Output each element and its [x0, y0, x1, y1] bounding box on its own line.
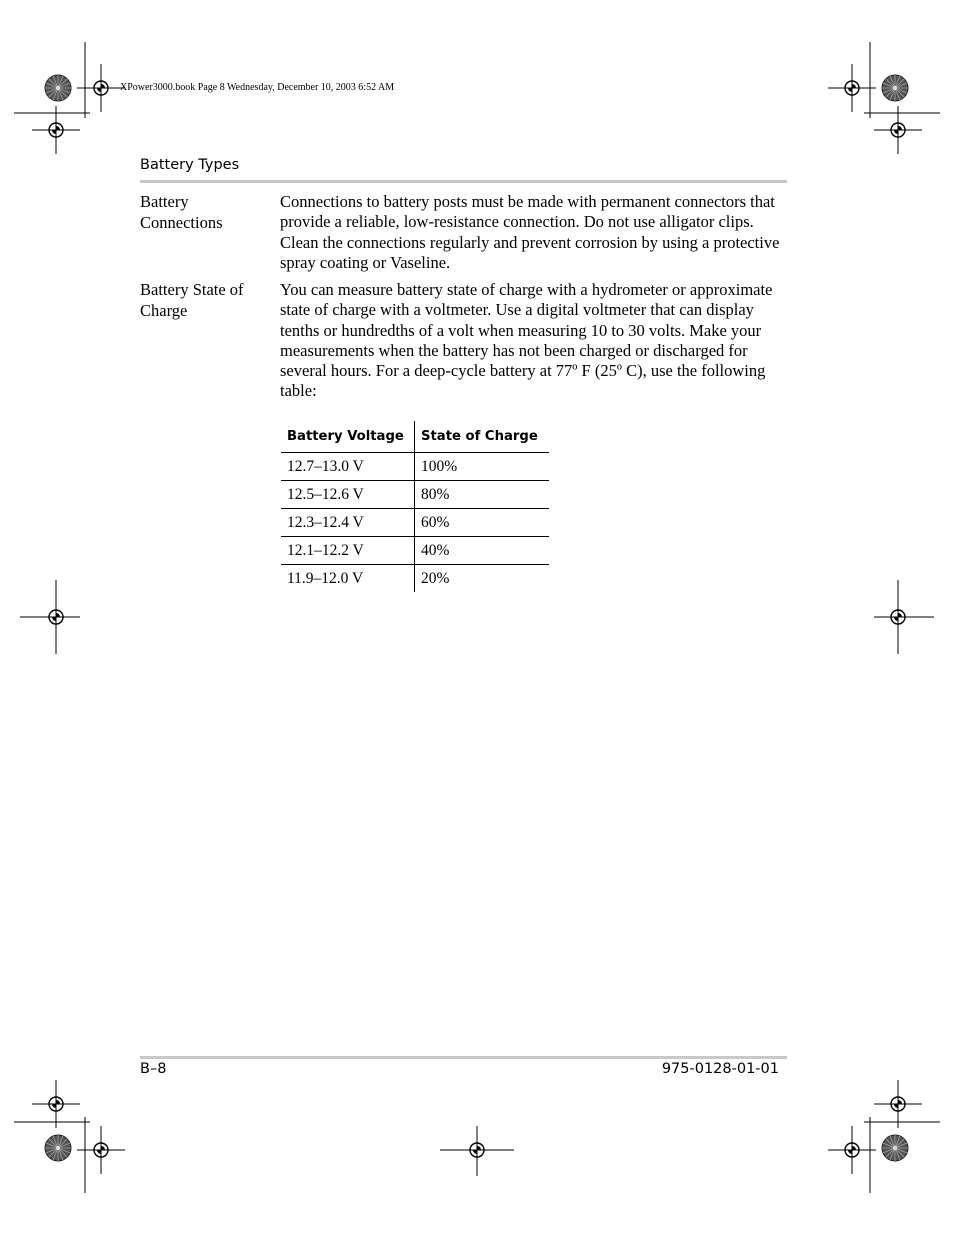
running-header: Battery Types: [140, 157, 240, 173]
voltage-cell: 12.5–12.6 V: [281, 481, 415, 509]
state-of-charge-table: [281, 421, 549, 592]
charge-cell: 40%: [415, 537, 550, 565]
table-header-row: [281, 421, 549, 453]
print-info: XPower3000.book Page 8 Wednesday, December 10, 2003 6:52 AM: [120, 82, 395, 93]
charge-cell: 20%: [421, 569, 450, 587]
voltage-cell: 12.7–13.0 V: [281, 453, 415, 481]
table-row: [281, 481, 549, 509]
table-row: [281, 537, 549, 565]
page-number: B–8: [140, 1061, 167, 1077]
term-battery-connections: Battery Connections: [140, 192, 223, 232]
voltage-cell: 12.1–12.2 V: [281, 537, 415, 565]
charge-cell: 100%: [415, 453, 550, 481]
table-row: [281, 453, 549, 481]
voltage-cell: 12.3–12.4 V: [281, 509, 415, 537]
body-battery-connections: Connections to battery posts must be made with permanent connectors that provide a reliable, low-resistance connection. Do not use alligator clips. Clean the connections regularly and prevent corrosion by using a protective spray coating or Vaseline.: [280, 192, 780, 272]
column-header-state-of-charge: State of Charge: [415, 421, 550, 453]
table-row: [281, 565, 549, 593]
voltage-cell: 11.9–12.0 V: [281, 565, 415, 593]
header-rule: [140, 180, 787, 183]
body-battery-state-of-charge: You can measure battery state of charge with a hydrometer or approximate state of charge with a voltmeter. Use a digital voltmeter that can display tenths or hundredths of a volt when measuring 10 to 30 volts. Make your measurements when the battery has not been charged or discharged for several hours. For a deep-cycle battery at 77º F (25º C), use the following table:: [280, 280, 773, 401]
charge-cell: 60%: [415, 509, 550, 537]
column-header-battery-voltage: Battery Voltage: [281, 421, 415, 453]
footer-rule: [140, 1056, 787, 1059]
table-row: [281, 509, 549, 537]
document-number: 975-0128-01-01: [661, 1061, 779, 1077]
charge-cell: 80%: [415, 481, 550, 509]
term-battery-state-of-charge: Battery State of Charge: [140, 280, 244, 320]
